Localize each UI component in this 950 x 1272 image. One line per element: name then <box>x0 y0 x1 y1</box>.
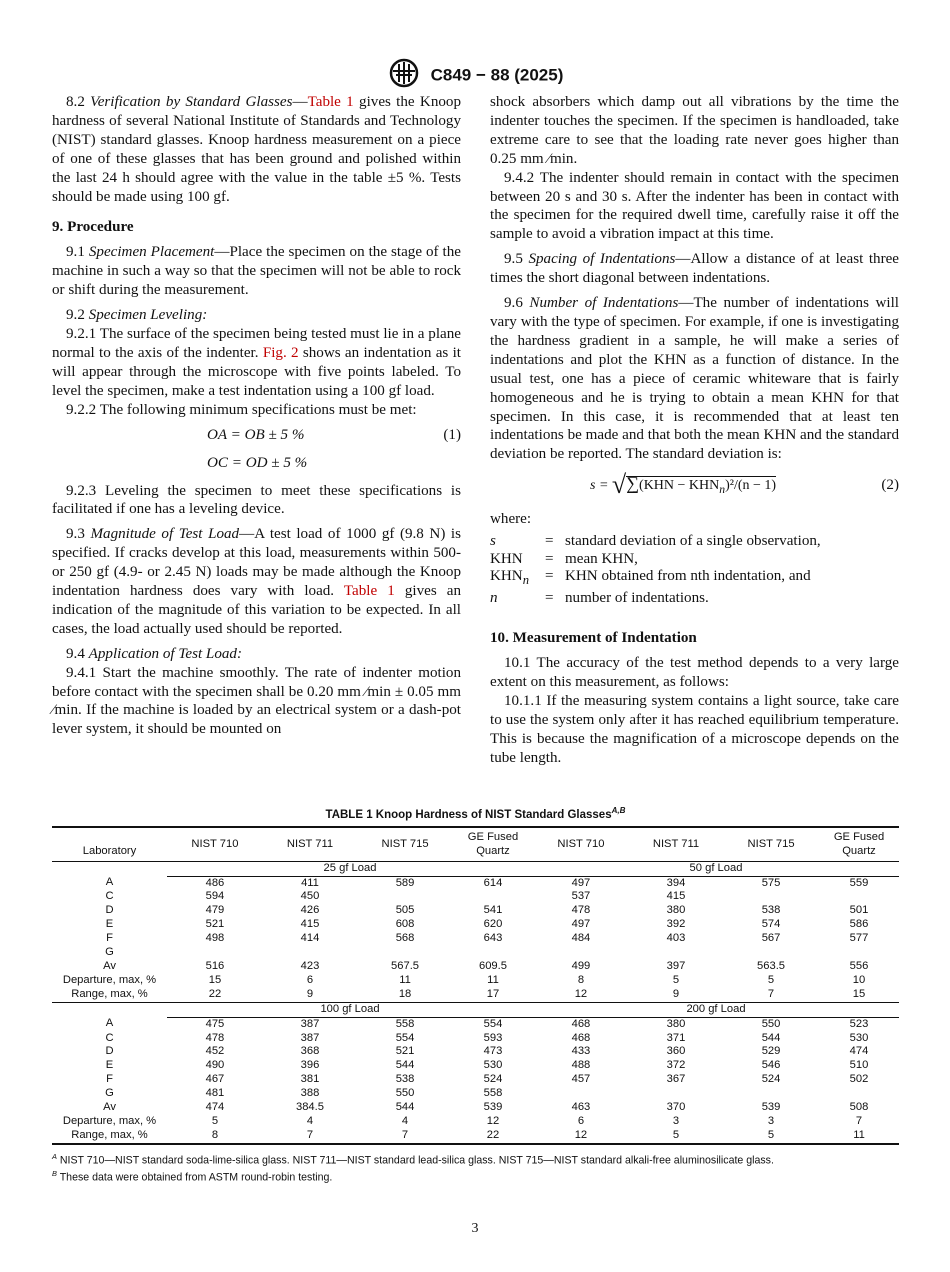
table-cell: 539 <box>483 1101 503 1114</box>
footnote-a: $^A$ NIST 710—NIST standard soda-lime-silica glass. NIST 711—NIST standard lead-silica glass. NIST 715—NIST standard alkali-free aluminosilicate glass. <box>52 1151 774 1167</box>
table-cell: 381 <box>300 1073 320 1086</box>
para-9-5: 9.5 Spacing of Indentations—Allow a distance of at least three times the short diagonal between indentations. <box>490 251 899 287</box>
table-cell <box>819 890 899 904</box>
table-cell: 22 <box>453 1129 533 1144</box>
table-cell: 508 <box>849 1101 869 1114</box>
table-cell: 474 <box>205 1101 225 1114</box>
row-label: A <box>105 876 114 889</box>
table-row <box>52 904 899 918</box>
table-cell: 614 <box>483 876 503 889</box>
table-cell: 643 <box>483 932 503 945</box>
table-row <box>52 1073 899 1087</box>
table-cell: 415 <box>666 890 686 903</box>
load-label: 100 gf Load <box>167 1002 533 1017</box>
table-cell <box>819 946 899 960</box>
col-header: NIST 711 <box>263 827 357 861</box>
table-cell: 394 <box>666 876 686 889</box>
table-cell: 521 <box>395 1045 415 1058</box>
table-cell: 574 <box>761 918 781 931</box>
table-cell <box>357 946 453 960</box>
table-cell: 7 <box>263 1129 357 1144</box>
col-header: GE Fused Quartz <box>819 827 899 861</box>
table-cell: 17 <box>453 988 533 1002</box>
row-label: F <box>106 1073 113 1086</box>
table-cell: 11 <box>399 973 411 986</box>
table-row <box>52 918 899 932</box>
table-cell: 10 <box>852 973 866 986</box>
table-cell: 502 <box>849 1073 869 1086</box>
table-cell: 5 <box>629 1129 723 1144</box>
table-cell <box>723 946 819 960</box>
table-cell: 6 <box>306 973 314 986</box>
table-row <box>52 1017 899 1031</box>
symbol-definitions <box>490 533 821 607</box>
table-cell: 620 <box>483 918 503 931</box>
table-cell: 537 <box>571 890 591 903</box>
table-cell: 433 <box>571 1045 591 1058</box>
table-cell: 544 <box>761 1031 781 1044</box>
table-cell: 12 <box>533 988 629 1002</box>
table-cell: 475 <box>205 1017 225 1030</box>
row-label: D <box>105 1045 114 1058</box>
table-cell: 558 <box>483 1087 503 1100</box>
page-header <box>0 58 950 93</box>
table-cell: 609.5 <box>478 959 507 972</box>
table-cell <box>629 946 723 960</box>
col-header: NIST 715 <box>357 827 453 861</box>
table-cell: 6 <box>577 1114 585 1127</box>
table-cell: 387 <box>300 1017 320 1030</box>
para-9-2-2: 9.2.2 The following minimum specifications must be met: <box>66 401 417 418</box>
table-row <box>52 1115 899 1129</box>
table-1-link-2[interactable]: Table 1 <box>343 583 395 600</box>
table-cell: 384.5 <box>295 1101 324 1114</box>
table-row <box>52 1101 899 1115</box>
row-label: Range, max, % <box>52 1129 167 1144</box>
row-label: C <box>105 890 114 903</box>
table-row <box>52 876 899 890</box>
row-label: E <box>105 1059 114 1072</box>
fig-2-link[interactable]: Fig. 2 <box>262 344 299 361</box>
row-label: G <box>105 946 114 959</box>
table-cell: 554 <box>483 1017 503 1030</box>
para-9-2-3: 9.2.3 Leveling the specimen to meet these specifications is facilitated if one has a leveling device. <box>52 482 461 518</box>
table-cell: 563.5 <box>757 959 786 972</box>
equation-1-number: (1) <box>443 426 461 443</box>
table-cell: 575 <box>761 876 781 889</box>
table-cell: 538 <box>395 1073 415 1086</box>
table-cell: 423 <box>300 959 320 972</box>
footnote-b: $^B$ These data were obtained from ASTM round-robin testing. <box>52 1169 333 1184</box>
table-cell: 3 <box>672 1114 680 1127</box>
table-cell: 478 <box>205 1031 225 1044</box>
table-cell: 371 <box>666 1031 686 1044</box>
table-cell: 568 <box>395 932 415 945</box>
table-cell: 15 <box>819 988 899 1002</box>
row-label: Av <box>103 959 116 972</box>
table-cell: 411 <box>301 876 319 889</box>
table-cell: 486 <box>205 876 225 889</box>
table-cell: 529 <box>761 1045 781 1058</box>
row-label: Departure, max, % <box>62 973 157 986</box>
table-1-link[interactable]: Table 1 <box>307 94 354 110</box>
table-cell: 499 <box>571 959 591 972</box>
table-cell: 484 <box>571 932 591 945</box>
table-cell: 9 <box>629 988 723 1002</box>
table-row <box>52 1129 899 1144</box>
table-cell: 468 <box>571 1031 591 1044</box>
table-row <box>52 890 899 904</box>
table-cell: 368 <box>300 1045 320 1058</box>
load-label: 200 gf Load <box>533 1002 899 1017</box>
table-cell: 467 <box>205 1073 225 1086</box>
section-10-heading: 10. Measurement of Indentation <box>490 630 697 647</box>
table-cell: 8 <box>167 1129 263 1144</box>
table-cell: 544 <box>395 1059 415 1072</box>
table-cell: 450 <box>300 890 320 903</box>
table-cell: 488 <box>571 1059 591 1072</box>
table-cell: 396 <box>300 1059 320 1072</box>
table-row <box>52 1045 899 1059</box>
table-row <box>52 946 899 960</box>
table-cell: 501 <box>849 904 869 917</box>
table-cell: 9 <box>263 988 357 1002</box>
table-footnotes <box>52 1150 899 1185</box>
page-number: 3 <box>471 1221 479 1236</box>
row-label: E <box>105 918 114 931</box>
section-9-heading: 9. Procedure <box>52 219 134 236</box>
table-cell <box>263 946 357 960</box>
table-cell: 538 <box>761 904 781 917</box>
col-header: GE Fused Quartz <box>453 827 533 861</box>
table-cell: 497 <box>571 876 591 889</box>
para-9-4: 9.4 Application of Test Load: <box>66 645 242 662</box>
table-cell: 550 <box>395 1087 415 1100</box>
table-cell <box>533 1087 629 1101</box>
table-row <box>52 974 899 988</box>
knoop-hardness-table <box>52 826 899 1145</box>
table-cell: 589 <box>395 876 415 889</box>
col-header-laboratory: Laboratory <box>52 827 167 861</box>
table-cell: 4 <box>306 1114 314 1127</box>
col-header: NIST 710 <box>167 827 263 861</box>
table-cell: 586 <box>849 918 869 931</box>
table-cell: 554 <box>395 1031 415 1044</box>
para-9-2: 9.2 Specimen Leveling: <box>66 307 208 324</box>
definition-row: $KHN_n$ = KHN obtained from nth indentation, and <box>490 568 811 588</box>
para-10-1-1: 10.1.1 If the measuring system contains a light source, take care to use the system only after it has reached equilibrium temperature. This is because the magnification of a microscope depends on the tube length. <box>490 692 899 766</box>
table-cell: 530 <box>849 1031 869 1044</box>
table-cell: 473 <box>483 1045 503 1058</box>
load-row <box>52 1002 899 1017</box>
para-8-2: 8.2 Verification by Standard Glasses—Table 1 gives the Knoop hardness of several National Institute of Standards and Technology (NIST) standard glasses. Knoop hardness measurement on a piece of one of these glasses that has been ground and polished within the last 24 h should agree with the value in the table ±5 %. Tests should be made using 100 gf. <box>52 94 462 205</box>
table-cell: 567.5 <box>391 959 420 972</box>
row-label: D <box>105 904 114 917</box>
table-cell: 468 <box>571 1017 591 1030</box>
table-cell: 7 <box>357 1129 453 1144</box>
table-cell: 544 <box>395 1101 415 1114</box>
para-9-6: 9.6 Number of Indentations—The number of indentations will vary with the type of specimen. For example, if one is investigating the hardness gradient in a sample, he will make a series of indentations and plot the KHN as a function of distance. In the usual test, one has a piece of ceramic whiteware that is fairly homogeneous and he is trying to obtain a mean KHN for that specimen. In this case, it is recommended that at least ten indentations be made and that both the mean KHN and the standard deviation be reported. The standard deviation is: <box>490 295 899 463</box>
table-cell: 3 <box>767 1114 775 1127</box>
para-9-3: 9.3 Magnitude of Test Load—A test load of 1000 gf (9.8 N) is specified. If cracks develop at this load, measurements within 500- or 250 gf (4.9- or 2.45 N) loads may be made although the Knoop indentation hardness does vary with load. Table 1 gives an indication of the magnitude of this variation to be expected. In all cases, the load actually used should be reported. <box>52 526 462 637</box>
table-cell: 593 <box>483 1031 503 1044</box>
table-cell: 397 <box>666 959 686 972</box>
table-cell: 360 <box>666 1045 686 1058</box>
table-row <box>52 988 899 1002</box>
table-cell: 370 <box>666 1101 686 1114</box>
equation-2: $s = √\sum(KHN - KHN_n)^2/(n - 1)$ (2) <box>590 470 899 500</box>
table-cell: 523 <box>849 1017 869 1030</box>
table-cell: 12 <box>486 1114 500 1127</box>
table-cell: 367 <box>666 1073 686 1086</box>
table-cell <box>453 946 533 960</box>
table-cell: 521 <box>205 918 225 931</box>
table-row <box>52 1032 899 1046</box>
table-title: TABLE 1 Knoop Hardness of NIST Standard Glasses$^{A,B}$ <box>325 806 626 821</box>
table-cell: 608 <box>395 918 415 931</box>
equation-1a: OA = OB ± 5 % (1) <box>207 426 461 443</box>
table-row <box>52 1059 899 1073</box>
row-label: F <box>106 932 113 945</box>
table-cell: 414 <box>300 932 320 945</box>
table-cell: 577 <box>849 932 869 945</box>
table-cell: 510 <box>849 1059 869 1072</box>
para-9-4-2: 9.4.2 The indenter should remain in contact with the specimen between 20 s and 30 s. After the indenter has been in contact with the specimen for the required dwell time, carefully raise it off the sample to avoid a vibration impact at this time. <box>490 169 899 243</box>
table-1 <box>52 806 899 1185</box>
table-cell: 4 <box>401 1114 409 1127</box>
table-cell: 539 <box>761 1101 781 1114</box>
para-9-4-1-continued: shock absorbers which damp out all vibrations by the time the indenter touches the specimen. If the specimen is handloaded, take extreme care to see that the loading rate never goes higher than 0.25 mm ⁄min. <box>490 94 899 167</box>
row-label: Av <box>103 1101 116 1114</box>
table-cell: 567 <box>761 932 781 945</box>
table-cell: 18 <box>357 988 453 1002</box>
table-cell: 556 <box>849 959 869 972</box>
table-cell: 7 <box>723 988 819 1002</box>
astm-logo-icon <box>387 58 421 93</box>
table-cell: 474 <box>849 1045 869 1058</box>
load-label: 25 gf Load <box>167 861 533 876</box>
table-cell: 481 <box>205 1087 225 1100</box>
table-cell: 530 <box>483 1059 503 1072</box>
table-cell: 550 <box>761 1017 781 1030</box>
table-cell: 387 <box>300 1031 320 1044</box>
table-cell: 505 <box>395 904 415 917</box>
equation-1b: OC = OD ± 5 % <box>207 454 308 471</box>
table-cell <box>629 1087 723 1101</box>
para-9-4-1: 9.4.1 Start the machine smoothly. The rate of indenter motion before contact with the specimen shall be 0.20 mm ⁄min ± 0.05 mm ⁄min. If the machine is loaded by an electrical system or a dash-pot lever system, it should be mounted on <box>52 664 461 738</box>
table-cell: 22 <box>167 988 263 1002</box>
col-header: NIST 710 <box>533 827 629 861</box>
table-cell: 498 <box>205 932 225 945</box>
table-cell: 546 <box>761 1059 781 1072</box>
where-label: where: <box>490 511 532 528</box>
table-cell: 558 <box>395 1017 415 1030</box>
table-cell <box>533 946 629 960</box>
col-header: NIST 711 <box>629 827 723 861</box>
table-cell <box>453 890 533 904</box>
table-cell: 524 <box>761 1073 781 1086</box>
row-label: C <box>105 1031 114 1044</box>
left-column <box>52 93 461 739</box>
table-cell: 594 <box>205 890 225 903</box>
table-cell: 478 <box>571 904 591 917</box>
table-cell: 372 <box>666 1059 686 1072</box>
table-cell: 516 <box>205 959 225 972</box>
table-cell: 7 <box>855 1114 863 1127</box>
table-cell: 403 <box>666 932 686 945</box>
table-cell <box>167 946 263 960</box>
right-column <box>490 93 899 767</box>
table-cell <box>723 890 819 904</box>
col-header: NIST 715 <box>723 827 819 861</box>
para-9-2-1: 9.2.1 The surface of the specimen being tested must lie in a plane normal to the axis of the indenter. Fig. 2 shows an indentation as it will appear through the microscope with five points labeled. To level the specimen, make a test indentation using a 100 gf load. <box>52 325 461 399</box>
row-label: G <box>105 1087 114 1100</box>
table-cell: 426 <box>300 904 320 917</box>
row-label: Range, max, % <box>52 988 167 1002</box>
table-cell: 8 <box>577 973 585 986</box>
table-cell <box>357 890 453 904</box>
table-cell: 11 <box>819 1129 899 1144</box>
table-cell: 11 <box>487 973 499 986</box>
table-cell: 415 <box>300 918 320 931</box>
table-cell: 392 <box>666 918 686 931</box>
table-cell: 5 <box>723 1129 819 1144</box>
table-cell: 541 <box>483 904 503 917</box>
table-cell: 5 <box>672 973 680 986</box>
table-row <box>52 1087 899 1101</box>
table-cell: 5 <box>767 973 775 986</box>
table-cell: 380 <box>666 904 686 917</box>
definition-row: s = standard deviation of a single observation, <box>490 533 821 550</box>
table-cell: 380 <box>666 1017 686 1030</box>
para-10-1: 10.1 The accuracy of the test method depends to a very large extent on this measurement, as follows: <box>490 655 899 690</box>
row-label: A <box>105 1017 114 1030</box>
table-cell: 490 <box>205 1059 225 1072</box>
row-label: Departure, max, % <box>62 1114 157 1127</box>
table-cell: 479 <box>205 904 225 917</box>
table-cell: 524 <box>483 1073 503 1086</box>
equation-2-number: (2) <box>881 477 899 494</box>
table-cell <box>819 1087 899 1101</box>
table-cell <box>723 1087 819 1101</box>
table-cell: 497 <box>571 918 591 931</box>
table-cell: 388 <box>300 1087 320 1100</box>
load-label: 50 gf Load <box>533 861 899 876</box>
table-cell: 457 <box>571 1073 591 1086</box>
table-cell: 12 <box>533 1129 629 1144</box>
document-code: C849 − 88 (2025) <box>430 65 564 85</box>
table-cell: 463 <box>571 1101 591 1114</box>
load-row <box>52 861 899 876</box>
table-row <box>52 932 899 946</box>
table-row <box>52 960 899 974</box>
table-cell: 452 <box>205 1045 225 1058</box>
table-cell: 559 <box>849 876 869 889</box>
definition-row: n = number of indentations. <box>490 589 709 606</box>
table-cell: 15 <box>208 973 222 986</box>
para-9-1: 9.1 Specimen Placement—Place the specimen on the stage of the machine in such a way so that the specimen will not be able to rock or shift during the measurement. <box>52 244 461 299</box>
table-cell: 5 <box>211 1114 219 1127</box>
definition-row: KHN = mean KHN, <box>490 550 638 567</box>
